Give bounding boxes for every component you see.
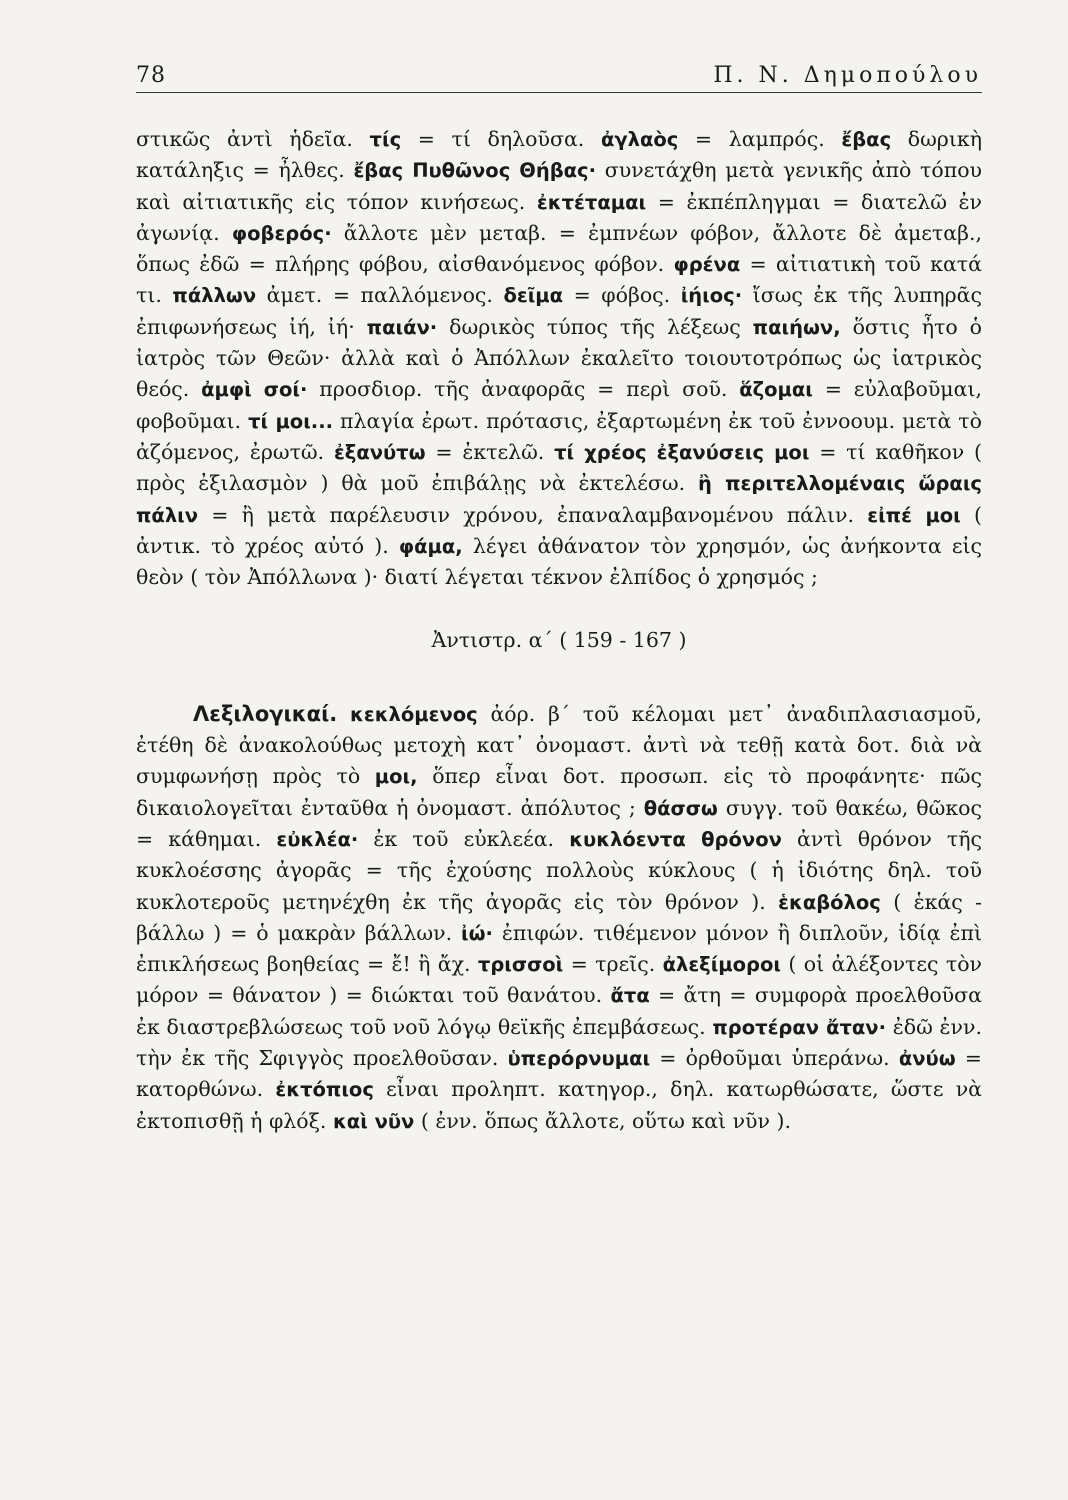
lemma: ἀλεξίμοροι <box>662 953 782 977</box>
lemma: ἢ περιτελλομέναις ὥραις πάλιν <box>136 472 982 527</box>
gloss-text: = αἰτιατικὴ τοῦ κατά τι. <box>136 252 982 308</box>
gloss-text: = τί δηλοῦσα. <box>401 127 601 151</box>
lemma: τί μοι... <box>248 409 334 433</box>
lemma: ἔβας <box>841 128 892 151</box>
lemma: τίς <box>369 128 402 151</box>
gloss-text: ( ἀντικ. τὸ χρέος αὐτό ). <box>136 502 982 558</box>
lemma: ἅζομαι <box>739 378 813 402</box>
gloss-text: συνετάχθη μετὰ γενικῆς ἀπὸ τόπου καὶ αἰτιατικῆς εἰς τόπον κινήσεως. <box>136 158 983 214</box>
running-header <box>136 54 982 93</box>
gloss-text: ὅστις ἦτο ὁ ἰατρὸς τῶν Θεῶν· ἀλλὰ καὶ ὁ Ἀπόλλων ἐκαλεῖτο τοιουτοτρόπως ὡς ἰατρικὸς θεός. <box>136 314 982 402</box>
lemma: ἀμφὶ σοί· <box>201 378 308 402</box>
gloss-text: ( ἐνν. ὅπως ἄλλοτε, οὕτω καὶ νῦν ). <box>414 1108 792 1133</box>
gloss-text: ὅπερ εἶναι δοτ. προσωπ. εἰς τὸ προφάνητε· πῶς δικαιολογεῖται ἐνταῦθα ἡ ὀνομαστ. ἀπόλυτος ; <box>136 764 982 820</box>
gloss-text: = τρεῖς. <box>563 952 663 977</box>
gloss-text: προσδιορ. τῆς ἀναφορᾶς = περὶ σοῦ. <box>307 377 740 402</box>
lemma: ἔβας Πυθῶνος Θήβας· <box>353 159 597 183</box>
gloss-text: εἶναι προληπτ. κατηγορ., δηλ. κατωρθώσατε, ὥστε νὰ ἐκτοπισθῇ ἡ φλόξ. <box>136 1077 982 1133</box>
lemma: παιήων, <box>752 315 841 339</box>
lemma: κεκλόμενος <box>349 702 478 726</box>
lemma: κυκλόεντα θρόνον <box>569 827 782 851</box>
lemma: ἰώ· <box>461 921 493 945</box>
lemma: φοβερός· <box>231 221 332 245</box>
gloss-text: δωρικὸς τύπος τῆς λέξεως <box>437 314 753 339</box>
gloss-text: ἐπιφών. τιθέμενον μόνον ἢ διπλοῦν, ἰδίᾳ ἐπὶ ἐπικλήσεως βοηθείας = ἔ! ἢ ἄχ. <box>136 920 982 977</box>
gloss-text: ἄλλοτε μὲν μεταβ. = ἐμπνέων φόβον, ἄλλοτε δὲ ἀμεταβ., ὅπως ἐδῶ = πλήρης φόβου, αἰσθανόμενος φόβον. <box>136 220 982 277</box>
lemma: παιάν· <box>366 315 438 339</box>
gloss-text: = ὀρθοῦμαι ὑπεράνω. <box>650 1046 899 1071</box>
gloss-text: = λαμπρός. <box>678 127 842 151</box>
lemma: ἐκτέταμαι <box>536 190 647 214</box>
lemma: πάλλων <box>172 284 257 308</box>
lemma: ἀνύω <box>898 1047 956 1071</box>
gloss-text: ἀόρ. β΄ τοῦ κέλομαι μετ᾽ ἀναδιπλασιασμοῦ, ἐτέθη δὲ ἀνακολούθως μετοχὴ κατ᾽ ὀνομαστ. ἀντὶ νὰ τεθῇ κατὰ δοτ. διὰ νὰ συμφωνήσῃ πρὸς τὸ <box>136 701 982 789</box>
gloss-text: ἐδῶ ἐνν. τὴν ἐκ τῆς Σφιγγὸς προελθοῦσαν. <box>136 1014 982 1071</box>
gloss-text: πλαγία ἐρωτ. πρότασις, ἐξαρτωμένη ἐκ τοῦ ἐννοουμ. μετὰ τὸ ἀζόμενος, ἐρωτῶ. <box>136 408 982 464</box>
gloss-text: = τί καθῆκον ( πρὸς ἐξιλασμὸν ) θὰ μοῦ ἐπιβάλῃς νὰ ἐκτελέσω. <box>136 439 983 496</box>
gloss-text: = κατορθώνω. <box>136 1046 982 1102</box>
gloss-text: ἐκ τοῦ εὐκλεέα. <box>358 826 570 851</box>
lexeis-label: Λεξιλογικαί. <box>193 701 338 726</box>
gloss-text: στικῶς ἀντὶ ἡδεῖα. <box>136 127 370 151</box>
gloss-text: ἀμετ. = παλλόμενος. <box>256 283 504 308</box>
lemma: φάμα, <box>398 534 463 558</box>
lemma: ἰήιος· <box>680 284 743 308</box>
gloss-text: δωρικὴ κατάληξις = ἦλθες. <box>136 127 982 183</box>
gloss-text: συγγ. τοῦ θακέω, θῶκος = κάθημαι. <box>136 795 982 851</box>
gloss-text: = εὐλαβοῦμαι, φοβοῦμαι. <box>136 377 982 433</box>
gloss-text: = φόβος. <box>563 283 681 308</box>
lemma: ἐκτόπιος <box>275 1078 374 1102</box>
lemma: καὶ νῦν <box>332 1109 415 1133</box>
lemma: ἀγλαὸς <box>600 128 679 151</box>
lemma: μοι, <box>374 765 418 789</box>
gloss-text: ( ἑκάς - βάλλω ) = ὁ μακρὰν βάλλων. <box>136 889 982 945</box>
lemma: ἄτα <box>610 984 650 1008</box>
gloss-text: ἴσως ἐκ τῆς λυπηρᾶς ἐπιφωνήσεως ἰή, ἰή· <box>136 283 982 339</box>
lemma: ὑπερόρνυμαι <box>507 1047 651 1071</box>
gloss-text: ( οἱ ἀλέξοντες τὸν μόρον = θάνατον ) = διώκται τοῦ θανάτου. <box>136 952 982 1008</box>
lemma: ἐξανύτω <box>333 440 426 464</box>
gloss-text: = ἢ μετὰ παρέλευσιν χρόνου, ἐπαναλαμβανομένου πάλιν. <box>198 502 868 527</box>
lemma: δεῖμα <box>503 284 564 308</box>
commentary-paragraph-2 <box>136 699 982 1137</box>
running-head-author: Π. Ν. Δημοπούλου <box>713 63 982 88</box>
lemma: φρένα <box>673 253 741 277</box>
commentary-paragraph-1 <box>136 124 982 593</box>
lemma: τρισσοὶ <box>477 953 564 977</box>
gloss-text: = ἐκτελῶ. <box>425 439 555 464</box>
gloss-text: = ἐκπέπληγμαι = διατελῶ ἐν ἀγωνίᾳ. <box>136 189 982 245</box>
lemma: προτέραν ἄταν· <box>712 1015 887 1039</box>
gloss-text: ἀντὶ θρόνον τῆς κυκλοέσσης ἀγορᾶς = τῆς ἐχούσης πολλοὺς κύκλους ( ἡ ἰδιότης δηλ. τοῦ κυκλοτεροῦς μετηνέχθη ἐκ τῆς ἀγορᾶς εἰς τὸν θρόνον ). <box>136 826 982 914</box>
gloss-text: = ἄτη = συμφορὰ προελθοῦσα ἐκ διαστρεβλώσεως τοῦ νοῦ λόγῳ θεϊκῆς ἐπεμβάσεως. <box>136 983 982 1039</box>
lemma: ἑκαβόλος <box>778 890 881 914</box>
lemma: τί χρέος ἐξανύσεις μοι <box>554 440 810 464</box>
lemma: θάσσω <box>643 796 718 820</box>
section-title: Ἀντιστρ. α΄ ( 159 - 167 ) <box>431 628 687 653</box>
page-number: 78 <box>136 63 166 88</box>
lemma: εὐκλέα· <box>276 827 359 851</box>
page-body <box>136 124 982 1137</box>
gloss-text: λέγει ἀθάνατον τὸν χρησμόν, ὡς ἀνήκοντα εἰς θεὸν ( τὸν Ἀπόλλωνα )· διατί λέγεται τέκνον ἐλπίδος ὁ χρησμός ; <box>136 533 982 590</box>
lemma: εἰπέ μοι <box>867 503 961 527</box>
